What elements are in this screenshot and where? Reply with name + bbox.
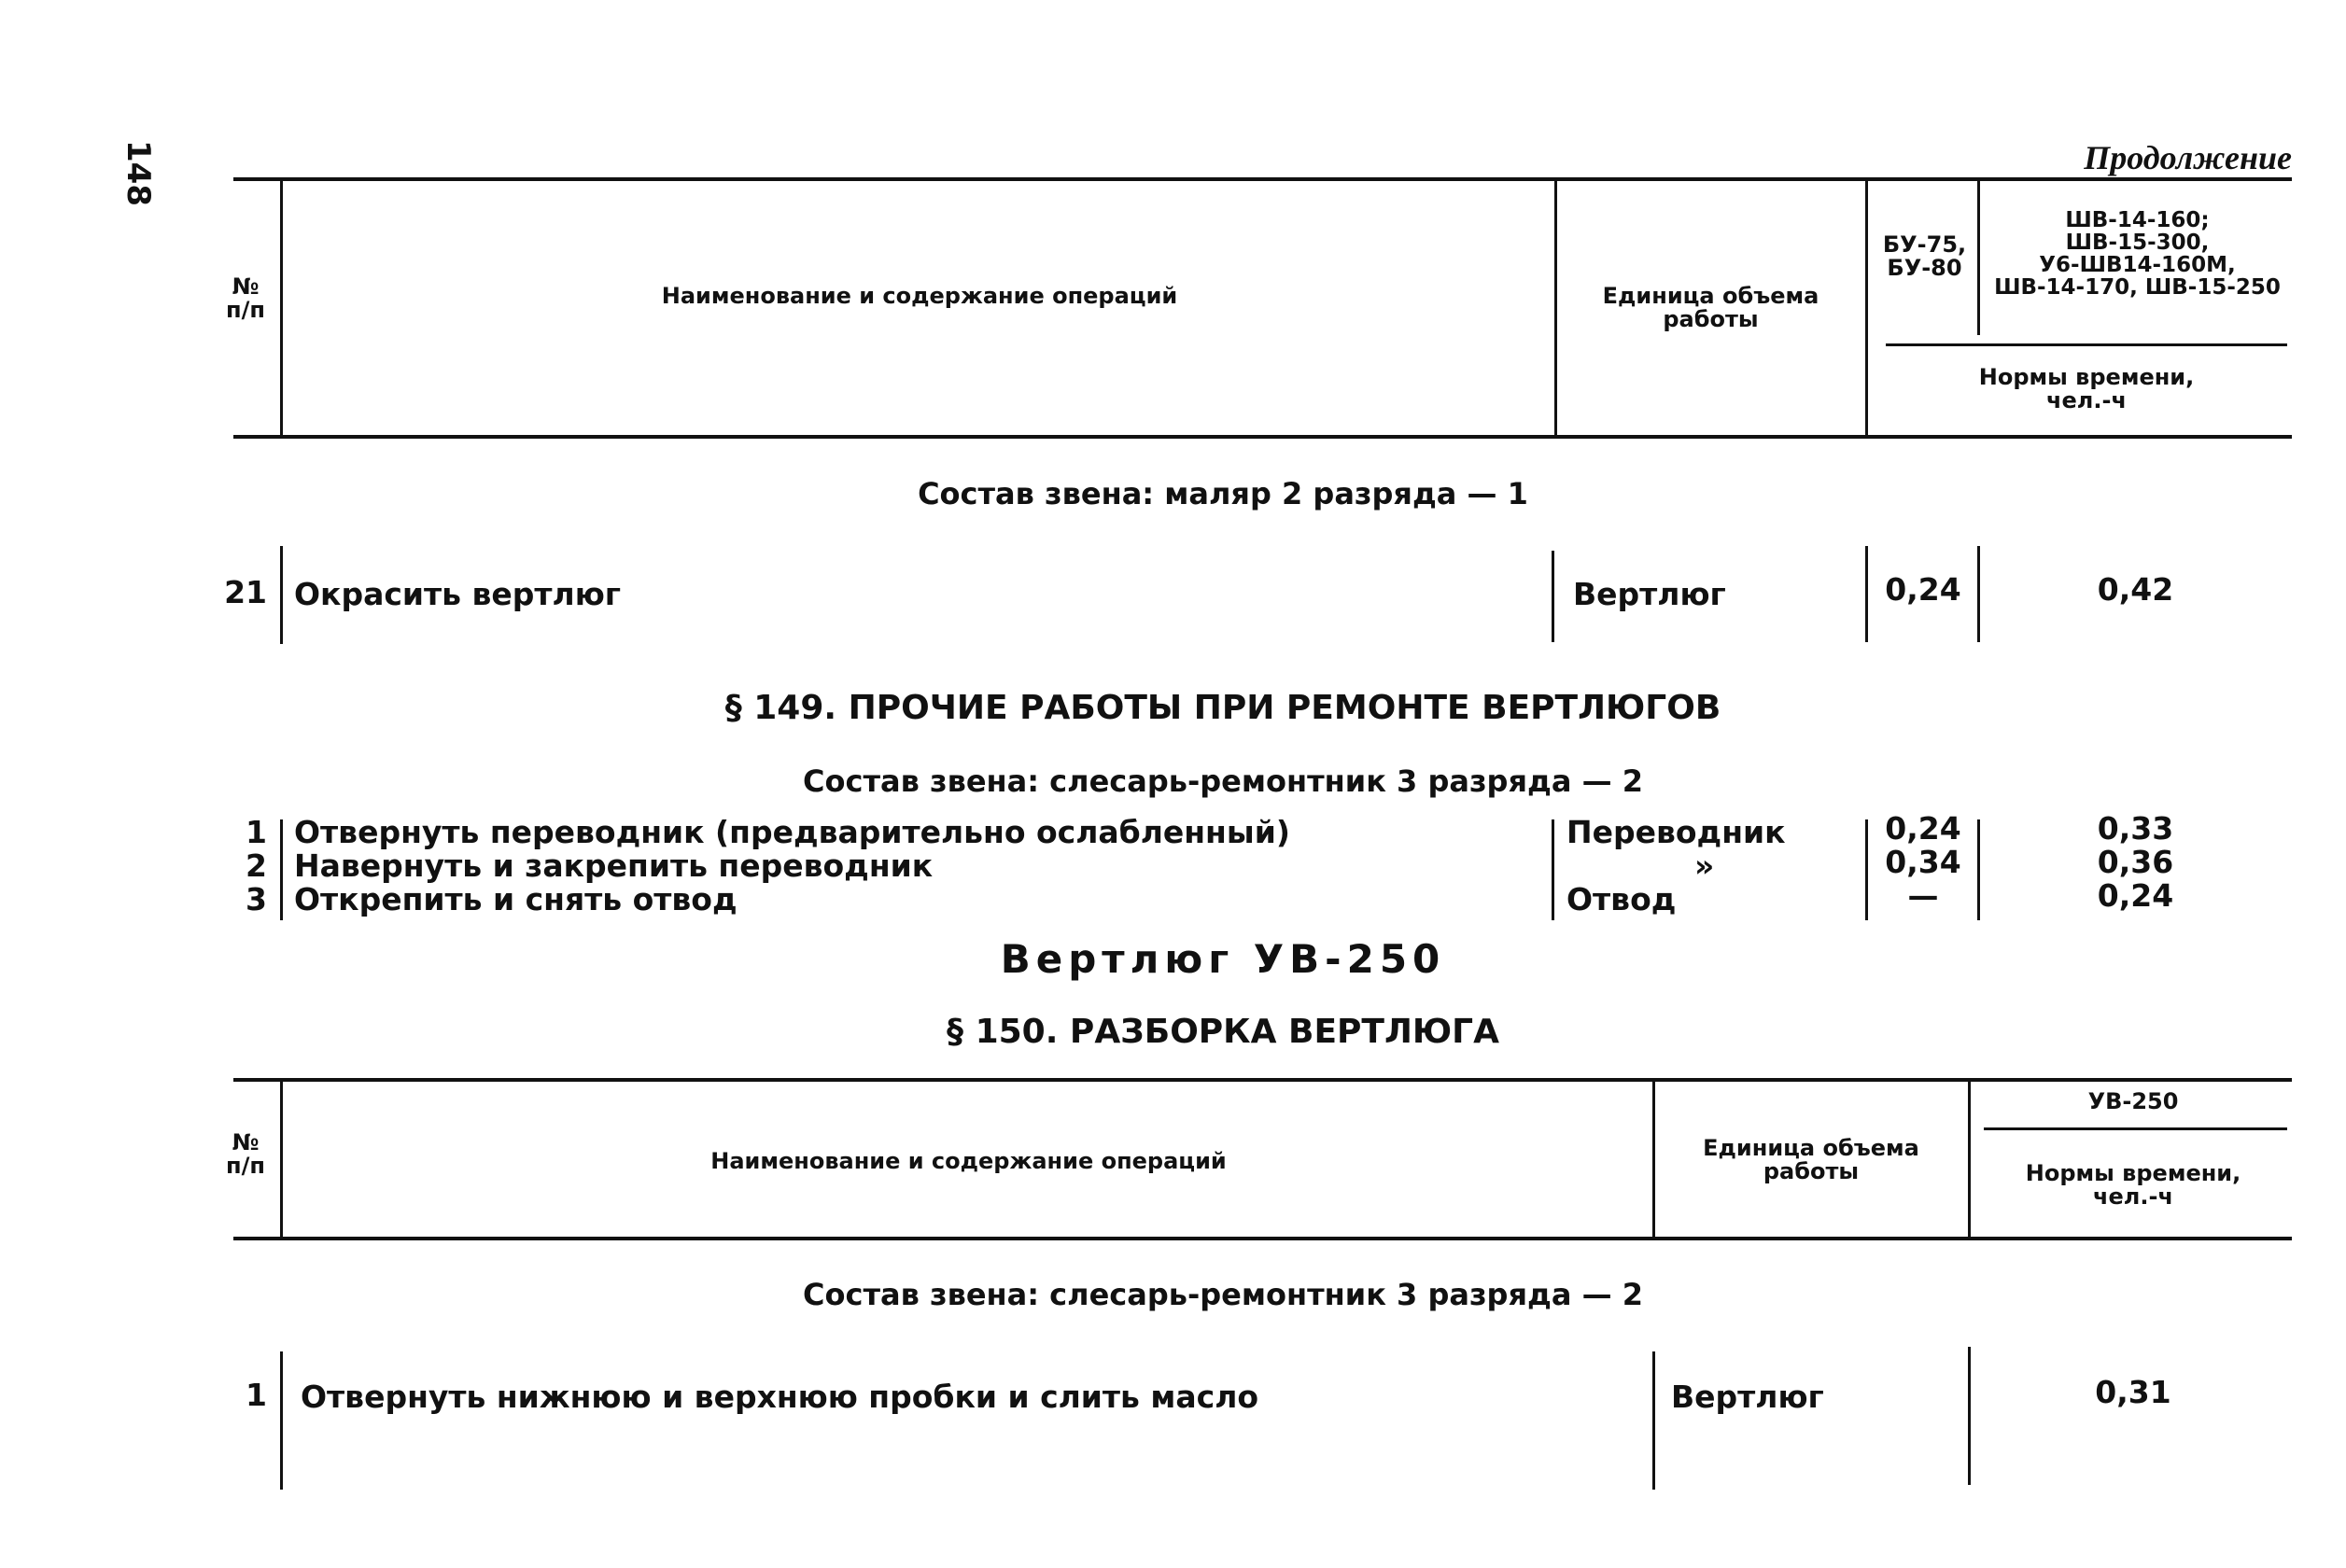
row-value-a: 0,34: [1885, 844, 1961, 880]
row-value-b: 0,42: [2097, 571, 2174, 608]
page-number: 148: [119, 140, 157, 206]
col-a-header: БУ-75, БУ-80: [1882, 231, 1967, 282]
name-col-header: Наименование и содержание операций: [661, 283, 1178, 309]
unit-col-header: Единица объема работы: [1703, 1135, 1919, 1185]
row-name: Отвернуть нижнюю и верхнюю пробки и слить масло: [301, 1379, 1259, 1415]
row-num: 1: [246, 1377, 267, 1413]
row-unit: Переводник: [1566, 814, 1786, 850]
row-value-b: 0,36: [2097, 844, 2174, 880]
continuation-label: Продолжение: [2084, 139, 2292, 176]
row-value-b: 0,33: [2097, 810, 2174, 847]
row-value-b: 0,24: [2097, 877, 2174, 914]
row-unit: Отвод: [1566, 881, 1677, 917]
unit-col-header: Единица объема работы: [1602, 283, 1819, 333]
row-num: 21: [224, 574, 267, 610]
row-name: Отвернуть переводник (предварительно ослабленный): [294, 814, 1290, 850]
row-unit: Вертлюг: [1573, 576, 1726, 612]
row-value-a: 0,24: [1885, 571, 1961, 608]
section-149-title: § 149. ПРОЧИЕ РАБОТЫ ПРИ РЕМОНТЕ ВЕРТЛЮГОВ: [724, 689, 1721, 727]
name-col-header: Наименование и содержание операций: [710, 1148, 1227, 1174]
row-name: Окрасить вертлюг: [294, 576, 622, 612]
num-col-header: № п/п: [226, 1129, 265, 1180]
row-num: 3: [246, 881, 267, 917]
norms-header: Нормы времени, чел.-ч: [2025, 1160, 2241, 1211]
row-name: Открепить и снять отвод: [294, 881, 738, 917]
section-150-title: § 150. РАЗБОРКА ВЕРТЛЮГА: [947, 1013, 1499, 1051]
swivel-heading: Вертлюг УВ-250: [1000, 936, 1446, 982]
num-col-header: № п/п: [226, 273, 265, 324]
crew-painter: Состав звена: маляр 2 разряда — 1: [918, 476, 1528, 511]
row-value: 0,31: [2095, 1374, 2171, 1410]
crew-fitter-2: Состав звена: слесарь-ремонтник 3 разряда — 2: [803, 1277, 1643, 1312]
row-unit: »: [1694, 847, 1715, 884]
row-name: Навернуть и закрепить переводник: [294, 847, 934, 884]
col-b-header: ШВ-14-160; ШВ-15-300, У6-ШВ14-160М, ШВ-14-170, ШВ-15-250: [1994, 208, 2281, 301]
row-value-a: 0,24: [1885, 810, 1961, 847]
model-col-header: УВ-250: [2087, 1088, 2179, 1114]
row-value-a: —: [1907, 877, 1939, 914]
row-num: 2: [246, 847, 267, 884]
norms-header: Нормы времени, чел.-ч: [1978, 364, 2195, 414]
crew-fitter: Состав звена: слесарь-ремонтник 3 разряда — 2: [803, 763, 1643, 799]
row-unit: Вертлюг: [1671, 1379, 1824, 1415]
row-num: 1: [246, 814, 267, 850]
